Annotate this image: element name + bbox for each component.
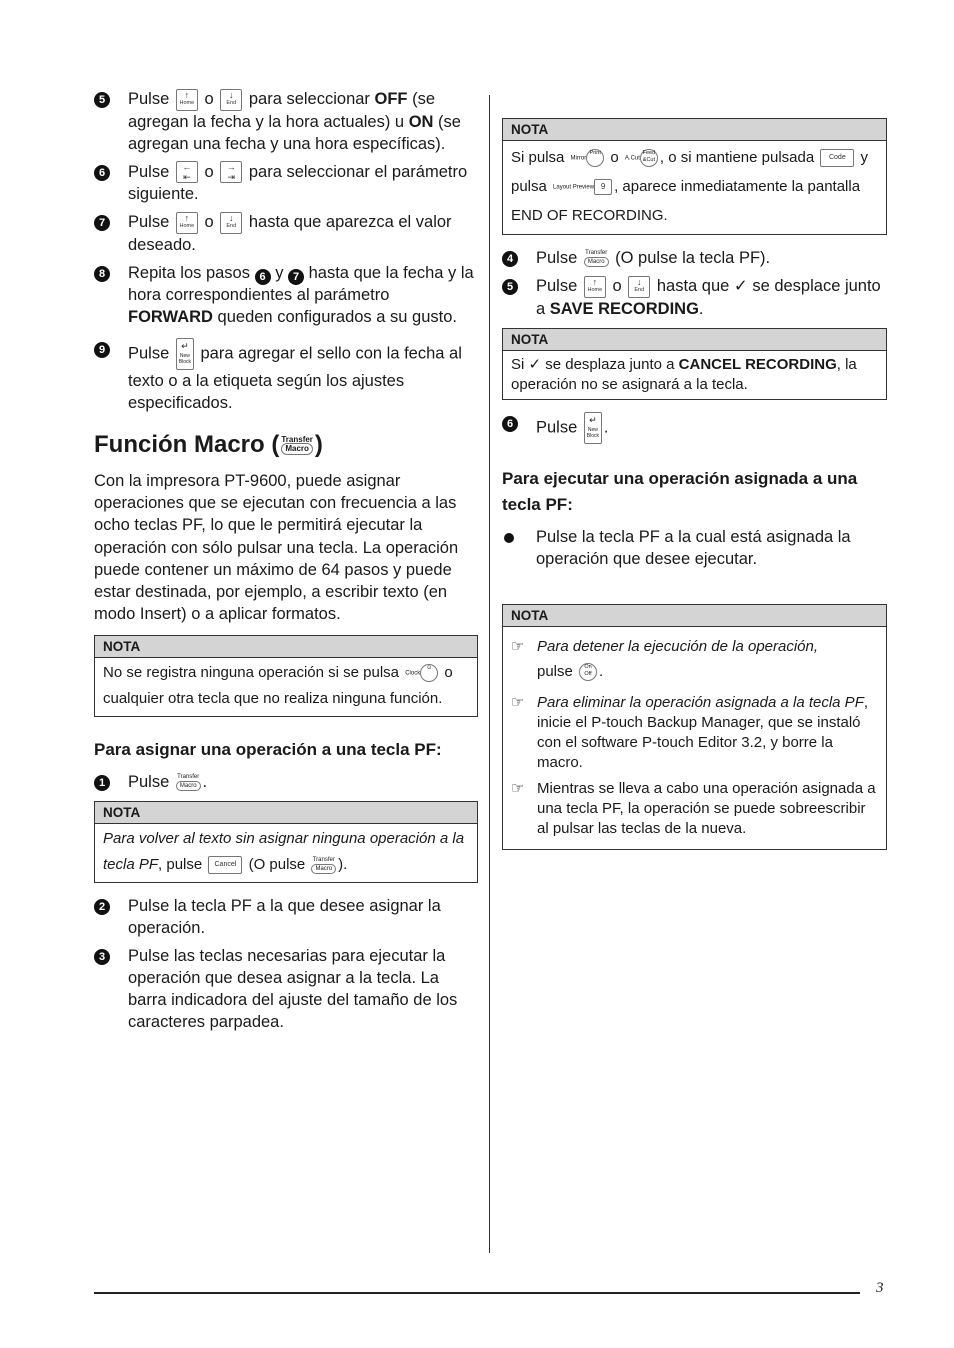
clock-key-icon: Clock⊙ xyxy=(405,664,438,682)
column-divider xyxy=(489,95,490,1253)
nota-box-1: NOTA No se registra ninguna operación si se pulsa Clock⊙ o cualquier otra tecla que no realiza ninguna función. xyxy=(94,635,478,717)
nota-box-2: NOTA Para volver al texto sin asignar ninguna operación a la tecla PF, pulse Cancel (O pulse Transfer Macro ). xyxy=(94,801,478,883)
nine-key-icon: Layout Preview 9 xyxy=(553,179,612,195)
footer-rule xyxy=(94,1292,860,1294)
subheading-assign: Para asignar una operación a una tecla PF: xyxy=(94,740,442,760)
step-number: 4 xyxy=(502,251,518,267)
nota-heading: NOTA xyxy=(503,119,886,141)
transfer-macro-key-icon: Transfer Macro xyxy=(281,435,313,454)
nota-box-4: NOTA Si ✓ se desplaza junto a CANCEL RECORDING, la operación no se asignará a la tecla. xyxy=(502,328,887,400)
right-column xyxy=(502,118,887,862)
nota-box-3: NOTA Si pulsa MirrorPrint o A.CutFeed &Cut , o si mantiene pulsada Code y pulsa Layout Preview 9 , aparece inmediatamente la pantalla END OF RECORDING. xyxy=(502,118,887,235)
step-7-left: 7 Pulse ↑ Home o ↓ End hasta que aparezca el valor deseado. xyxy=(94,211,478,256)
step-number: 8 xyxy=(94,266,110,282)
step-6-left: 6 Pulse ← ⇤ o → ⇥ para seleccionar el parámetro siguiente. xyxy=(94,161,478,206)
feed-cut-key-icon: A.CutFeed &Cut xyxy=(625,149,658,167)
step-number: 6 xyxy=(94,165,110,181)
pointing-hand-icon: ☞ xyxy=(511,779,525,797)
nota-heading: NOTA xyxy=(95,802,477,824)
step-number: 1 xyxy=(94,775,110,791)
step-number: 3 xyxy=(94,949,110,965)
left-arrow-key-icon: ← ⇤ xyxy=(176,161,198,183)
subheading-execute: Para ejecutar una operación asignada a una tecla PF: xyxy=(502,468,858,514)
nota-item: ☞ Para detener la ejecución de la operación, pulse On Off . xyxy=(511,637,819,680)
bullet-icon xyxy=(504,533,514,543)
step-4-right: 4 Pulse Transfer Macro (O pulse la tecla PF). xyxy=(502,247,887,269)
page-number: 3 xyxy=(876,1280,884,1296)
step-1-assign: 1 Pulse Transfer Macro . xyxy=(94,771,478,793)
print-key-icon: MirrorPrint xyxy=(571,149,605,167)
pointing-hand-icon: ☞ xyxy=(511,637,525,655)
nota-item: ☞ Para eliminar la operación asignada a la tecla PF, inicie el P-touch Backup Manager, que se instaló con el software P-touch Editor 3.2, y borre la macro. xyxy=(511,693,869,771)
new-block-key-icon: ↵ New Block xyxy=(584,412,602,444)
cancel-key-icon: Cancel xyxy=(208,856,242,874)
step-3-assign: 3 Pulse las teclas necesarias para ejecutar la operación que desea asignar a la tecla. La barra indicadora del ajuste del tamaño de los caracteres parpadea. xyxy=(94,945,478,1033)
step-number: 2 xyxy=(94,899,110,915)
end-key-icon: ↓ End xyxy=(628,276,650,298)
end-key-icon: ↓ End xyxy=(220,212,242,234)
transfer-macro-key-icon: Transfer Macro xyxy=(585,250,608,266)
step-number: 9 xyxy=(94,342,110,358)
left-column xyxy=(94,88,478,1039)
intro-paragraph: Con la impresora PT-9600, puede asignar operaciones que se ejecutan con frecuencia a las ocho teclas PF, lo que le permitirá ejecutar la operación con sólo pulsar una tecla. La operación puede contener un máximo de 64 pasos y puede estar destinada, por ejemplo, a escribir texto (en modo Insert) o a aplicar formatos. xyxy=(94,471,459,624)
code-key-icon: Code xyxy=(820,149,854,167)
nota-heading: NOTA xyxy=(503,605,886,627)
step-number: 6 xyxy=(502,416,518,432)
step-6-right: 6 Pulse ↵ New Block . xyxy=(502,412,887,444)
step-5-right: 5 Pulse ↑ Home o ↓ End hasta que ✓ se desplace junto a SAVE RECORDING. xyxy=(502,275,887,320)
step-number: 5 xyxy=(94,92,110,108)
new-block-key-icon: ↵ New Block xyxy=(176,338,194,370)
home-key-icon: ↑ Home xyxy=(176,89,198,111)
step-number: 5 xyxy=(502,279,518,295)
step-5-left: 5 Pulse ↑ Home o ↓ End para seleccionar OFF (se agregan la fecha y la hora actuales) u ON (se agregan una fecha y una hora específicas). xyxy=(94,88,478,155)
bullet-execute: Pulse la tecla PF a la cual está asignada la operación que desee ejecutar. xyxy=(502,526,887,570)
nota-box-5 xyxy=(502,604,887,850)
step-8-left: 8 Repita los pasos 6 y 7 hasta que la fecha y la hora correspondientes al parámetro FORWARD queden configurados a su gusto. xyxy=(94,262,478,328)
right-arrow-key-icon: → ⇥ xyxy=(220,161,242,183)
step-2-assign: 2 Pulse la tecla PF a la que desee asignar la operación. xyxy=(94,895,478,939)
transfer-macro-key-icon: Transfer Macro xyxy=(312,856,335,872)
nota-item: ☞ Mientras se lleva a cabo una operación asignada a una tecla PF, la operación se puede sobreescribir al pulsar las teclas de la nueva. xyxy=(511,779,876,837)
home-key-icon: ↑ Home xyxy=(176,212,198,234)
end-key-icon: ↓ End xyxy=(220,89,242,111)
pointing-hand-icon: ☞ xyxy=(511,693,525,711)
nota-heading: NOTA xyxy=(503,329,886,351)
home-key-icon: ↑ Home xyxy=(584,276,606,298)
step-9-left: 9 Pulse ↵ New Block para agregar el sello con la fecha al texto o a la etiqueta según los ajustes especificados. xyxy=(94,338,478,414)
nota-heading: NOTA xyxy=(95,636,477,658)
step-ref-6: 6 xyxy=(255,269,271,285)
transfer-macro-key-icon: Transfer Macro xyxy=(177,774,200,790)
step-ref-7: 7 xyxy=(288,269,304,285)
on-off-key-icon: On Off xyxy=(579,663,597,681)
section-title: Función Macro ( Transfer Macro ) xyxy=(94,430,323,458)
step-number: 7 xyxy=(94,215,110,231)
